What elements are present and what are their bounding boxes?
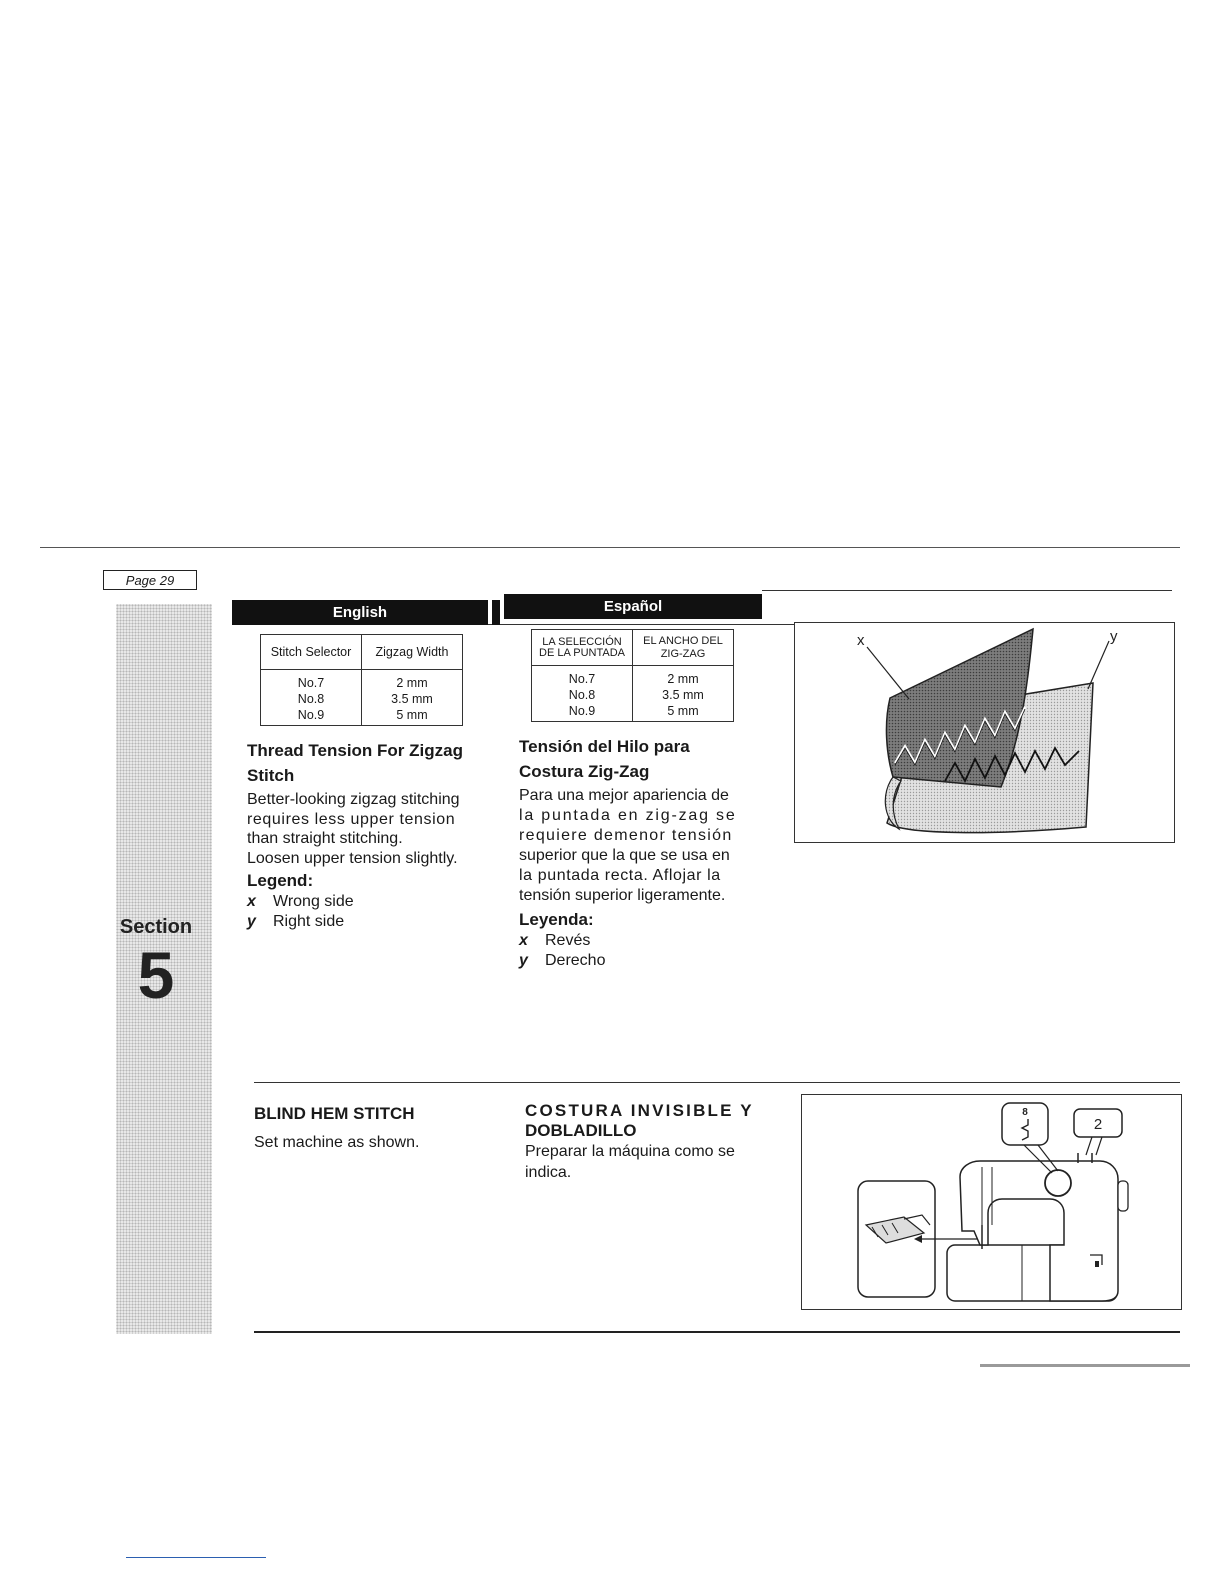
zigzag-fabric-figure (794, 622, 1175, 843)
sewing-machine-illustration (802, 1095, 1180, 1308)
spanish-table-header-selector: LA SELECCIÓN DE LA PUNTADA (532, 630, 633, 666)
bottom-scan-mark-right (980, 1364, 1190, 1367)
section-number: 5 (137, 938, 175, 1012)
english-header: English (232, 600, 488, 625)
blind-hem-english (254, 1104, 504, 1152)
blind-hem-spanish-body-line2: indica. (525, 1164, 572, 1181)
figure-label-x: x (857, 632, 865, 649)
page-label: Page 29 (103, 570, 197, 590)
sewing-machine-figure (801, 1094, 1182, 1310)
blind-hem-english-title: BLIND HEM STITCH (254, 1104, 415, 1123)
english-zigzag-section (247, 738, 502, 932)
english-stitch-table (260, 634, 463, 726)
footer-link-line (126, 1557, 266, 1558)
stitch-pattern-number: 8 (1022, 1107, 1028, 1118)
blind-hem-spanish-title-line1: COSTURA INVISIBLE Y (525, 1101, 754, 1120)
spanish-legend-y: y Derecho (519, 952, 606, 969)
spanish-header: Español (504, 594, 762, 619)
leader-line-x (867, 647, 909, 699)
section-label: Section (119, 916, 193, 938)
handwheel (1118, 1181, 1128, 1211)
spanish-legend-x: x Revés (519, 932, 591, 949)
blind-hem-spanish-body-line1: Preparar la máquina como se (525, 1143, 735, 1160)
stitch-dial (1045, 1170, 1071, 1196)
header-marker (492, 600, 500, 625)
spanish-table-header-width: EL ANCHO DEL ZIG-ZAG (633, 630, 734, 666)
spanish-table-width-cell: 2 mm 3.5 mm 5 mm (633, 666, 734, 722)
english-table-selector-cell: No.7 No.8 No.9 (261, 670, 362, 726)
english-legend-x: x Wrong side (247, 893, 354, 910)
bottom-rule (254, 1331, 1180, 1333)
english-table-header-selector: Stitch Selector (261, 635, 362, 670)
english-heading-line2: Stitch (247, 766, 295, 785)
spanish-zigzag-section (519, 734, 774, 971)
english-table-width-cell: 2 mm 3.5 mm 5 mm (362, 670, 463, 726)
english-heading-line1: Thread Tension For Zigzag (247, 741, 463, 760)
spanish-heading-line2: Costura Zig-Zag (519, 762, 650, 781)
spanish-heading-line1: Tensión del Hilo para (519, 737, 690, 756)
english-body: Better-looking zigzag stitching requires less upper tension than straight stitching. Loosen upper tension slightly. (247, 791, 460, 867)
spanish-stitch-table (531, 629, 734, 722)
top-scan-line (40, 547, 1180, 548)
english-legend-y: y Right side (247, 913, 345, 930)
spanish-legend-title: Leyenda: (519, 910, 594, 929)
fabric-illustration (795, 623, 1173, 841)
figure-label-y: y (1110, 628, 1118, 645)
blind-hem-spanish (525, 1100, 775, 1183)
leader-line-y (1088, 641, 1109, 689)
blind-hem-english-body: Set machine as shown. (254, 1134, 420, 1151)
zigzag-width-value: 2 (1093, 1116, 1103, 1133)
english-legend-title: Legend: (247, 871, 314, 890)
blind-hem-top-rule (254, 1082, 1180, 1083)
spanish-body: Para una mejor apariencia de la puntada en zig-zag se requiere demenor tensión superior que la que se usa en la puntada recta. Aflojar la tensión superior ligeramente. (519, 787, 737, 904)
english-table-header-width: Zigzag Width (362, 635, 463, 670)
spanish-table-selector-cell: No.7 No.8 No.9 (532, 666, 633, 722)
header-rule-top (762, 590, 1172, 591)
blind-hem-spanish-title-line2: DOBLADILLO (525, 1121, 637, 1140)
